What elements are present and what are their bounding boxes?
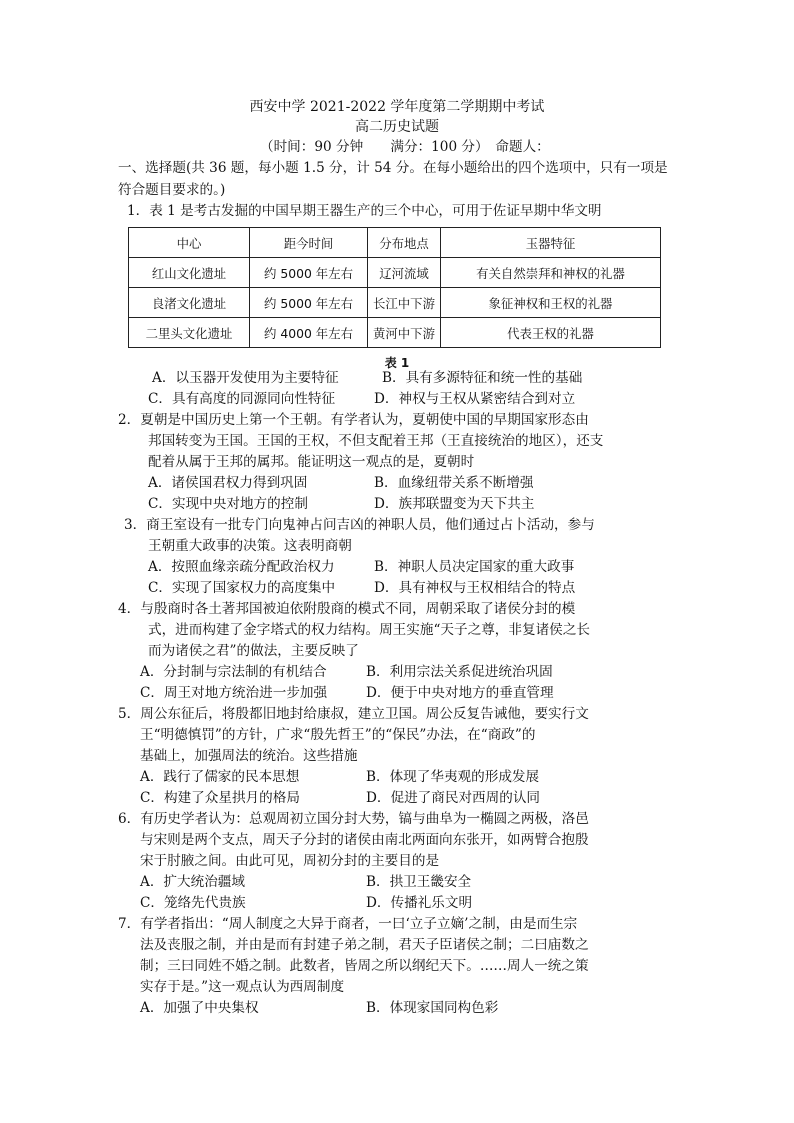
q5-stem-line3: 基础上，加强周法的统治。这些措施 — [140, 748, 358, 764]
q2-option-d: D．族邦联盟变为天下共主 — [374, 496, 535, 512]
table-row — [129, 288, 661, 318]
q4-stem-line2: 式，进而构建了金字塔式的权力结构。周王实施“天子之尊，非复诸侯之长 — [148, 622, 590, 638]
q5-stem-line2: 王“明德慎罚”的方针，广求“殷先哲王”的“保民”办法，在“商政”的 — [140, 727, 536, 743]
q1-option-d: D．神权与王权从紧密结合到对立 — [374, 391, 576, 407]
table-row — [129, 258, 661, 288]
q4-option-a: A．分封制与宗法制的有机结合 — [140, 664, 327, 680]
q2-option-b: B．血缘纽带关系不断增强 — [374, 475, 534, 491]
q1-option-b: B．具有多源特征和统一性的基础 — [382, 370, 583, 386]
q4-stem-line1: 4．与殷商时各土著邦国被迫依附殷商的模式不同，周朝采取了诸侯分封的模 — [118, 601, 576, 617]
q5-option-d: D．促进了商民对西周的认同 — [366, 790, 541, 806]
q7-stem-line4: 实存于是。”这一观点认为西周制度 — [140, 979, 345, 995]
table-cell: 有关自然崇拜和神权的礼器 — [441, 258, 661, 288]
table-caption: 表 1 — [384, 356, 410, 370]
q3-option-b: B．神职人员决定国家的重大政事 — [374, 559, 575, 575]
q7-stem-line3: 制；三曰同姓不婚之制。此数者，皆周之所以纲纪天下。……周人一统之策 — [140, 958, 589, 974]
q3-option-c: C．实现了国家权力的高度集中 — [148, 580, 336, 596]
table-cell: 约 5000 年左右 — [250, 288, 368, 318]
jade-table — [128, 227, 661, 348]
table-cell: 象征神权和王权的礼器 — [441, 288, 661, 318]
table-cell: 辽河流域 — [368, 258, 441, 288]
table-cell: 约 5000 年左右 — [250, 258, 368, 288]
table-cell: 良渚文化遗址 — [129, 288, 250, 318]
q2-stem-line2: 邦国转变为王国。王国的王权，不但支配着王邦（王直接统治的地区），还支 — [148, 433, 604, 449]
q5-option-b: B．体现了华夷观的形成发展 — [366, 769, 540, 785]
q1-option-a: A．以玉器开发使用为主要特征 — [152, 370, 339, 386]
q6-option-d: D．传播礼乐文明 — [366, 895, 473, 911]
q3-option-d: D．具有神权与王权相结合的特点 — [374, 580, 576, 596]
q2-option-a: A．诸侯国君权力得到巩固 — [148, 475, 308, 491]
table-cell: 红山文化遗址 — [129, 258, 250, 288]
section-intro-line1: 一、选择题(共 36 题，每小题 1.5 分，计 54 分。在每小题给出的四个选项中，只有一项是 — [118, 160, 668, 176]
q6-stem-line2: 与宋则是两个支点，周天子分封的诸侯由南北两面向东张开，如两臂合抱殷 — [140, 832, 589, 848]
table-cell: 约 4000 年左右 — [250, 318, 368, 348]
q4-option-c: C．周王对地方统治进一步加强 — [140, 685, 328, 701]
q6-option-a: A．扩大统治疆域 — [140, 874, 245, 890]
q7-stem-line1: 7．有学者指出：“周人制度之大异于商者，一曰‘立子立嫡’之制，由是而生宗 — [118, 916, 578, 932]
table-header-cell: 中心 — [129, 228, 250, 258]
q1-option-c: C．具有高度的同源同向性特征 — [148, 391, 336, 407]
q5-stem-line1: 5．周公东征后，将殷都旧地封给康叔，建立卫国。周公反复告诫他，要实行文 — [118, 706, 589, 722]
q2-stem-line1: 2．夏朝是中国历史上第一个王朝。有学者认为，夏朝使中国的早期国家形态由 — [118, 412, 589, 428]
q7-option-a: A．加强了中央集权 — [140, 1000, 259, 1016]
q2-stem-line3: 配着从属于王邦的属邦。能证明这一观点的是，夏朝时 — [148, 454, 475, 470]
q6-stem-line3: 宋于肘腋之间。由此可见，周初分封的主要目的是 — [140, 853, 440, 869]
q7-option-b: B．体现家国同构色彩 — [366, 1000, 499, 1016]
table-cell: 代表王权的礼器 — [441, 318, 661, 348]
q6-stem-line1: 6．有历史学者认为：总观周初立国分封大势，镐与曲阜为一椭圆之两极，洛邑 — [118, 811, 589, 827]
exam-title: 西安中学 2021-2022 学年度第二学期期中考试 — [249, 99, 545, 115]
q3-stem-line1: 3．商王室设有一批专门向鬼神占问吉凶的神职人员，他们通过占卜活动，参与 — [124, 517, 595, 533]
q1-stem: 1．表 1 是考古发掘的中国早期王器生产的三个中心，可用于佐证早期中华文明 — [127, 203, 602, 219]
section-intro-line2: 符合题目要求的。) — [118, 182, 226, 198]
table-row — [129, 318, 661, 348]
table-header-row — [129, 228, 661, 258]
q5-option-a: A．践行了儒家的民本思想 — [140, 769, 300, 785]
table-header-cell: 距今时间 — [250, 228, 368, 258]
q4-option-b: B．利用宗法关系促进统治巩固 — [366, 664, 553, 680]
table-header-cell: 分布地点 — [368, 228, 441, 258]
q4-option-d: D．便于中央对地方的垂直管理 — [366, 685, 554, 701]
exam-meta: （时间：90 分钟 满分：100 分） 命题人： — [260, 139, 550, 155]
table-cell: 长江中下游 — [368, 288, 441, 318]
table-header-cell: 玉器特征 — [441, 228, 661, 258]
q3-stem-line2: 王朝重大政事的决策。这表明商朝 — [148, 538, 352, 554]
q3-option-a: A．按照血缘亲疏分配政治权力 — [148, 559, 335, 575]
exam-subtitle: 高二历史试题 — [355, 119, 439, 135]
table-cell: 黄河中下游 — [368, 318, 441, 348]
q6-option-b: B．拱卫王畿安全 — [366, 874, 472, 890]
q7-stem-line2: 法及丧服之制，并由是而有封建子弟之制，君天子臣诸侯之制；二曰庙数之 — [140, 937, 589, 953]
q2-option-c: C．实现中央对地方的控制 — [148, 496, 308, 512]
q5-option-c: C．构建了众星拱月的格局 — [140, 790, 300, 806]
q4-stem-line3: 而为诸侯之君”的做法，主要反映了 — [148, 643, 359, 659]
q6-option-c: C．笼络先代贵族 — [140, 895, 246, 911]
table-cell: 二里头文化遗址 — [129, 318, 250, 348]
